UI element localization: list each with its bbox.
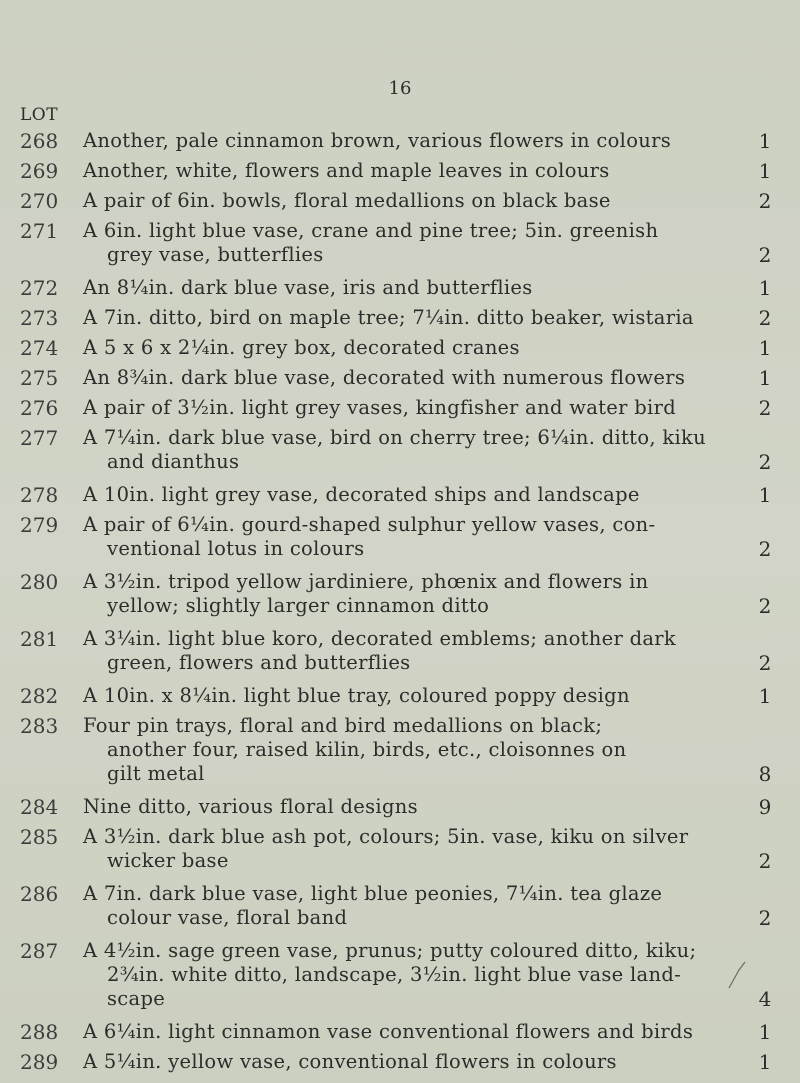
description-line: ventional lotus in colours <box>107 537 365 560</box>
lot-description <box>83 684 715 708</box>
description-line: Another, white, flowers and maple leaves in colours <box>83 159 610 182</box>
lot-quantity: 2 <box>758 243 772 267</box>
lot-quantity: 2 <box>758 651 772 675</box>
lot-description <box>83 159 715 183</box>
description-line: green, flowers and butterflies <box>107 651 411 674</box>
lot-quantity: 9 <box>758 795 772 819</box>
lot-description <box>83 513 715 561</box>
description-line: A 3¼in. light blue koro, decorated emblems; another dark <box>83 627 677 650</box>
description-line: A 7in. ditto, bird on maple tree; 7¼in. ditto beaker, wistaria <box>83 306 694 329</box>
lot-description <box>83 882 715 930</box>
lot-description <box>83 426 715 474</box>
lot-quantity: 2 <box>758 849 772 873</box>
lot-number: 268 <box>20 129 59 153</box>
lot-description <box>83 306 715 330</box>
lot-description <box>83 1050 715 1074</box>
lot-quantity: 8 <box>758 762 772 786</box>
lot-number: 287 <box>20 939 59 963</box>
description-line: A 6in. light blue vase, crane and pine tree; 5in. greenish <box>83 219 659 242</box>
description-line: A 3½in. dark blue ash pot, colours; 5in. vase, kiku on silver <box>83 825 689 848</box>
description-line: A pair of 3½in. light grey vases, kingfisher and water bird <box>83 396 676 419</box>
pencil-tick-mark <box>725 960 755 990</box>
lot-description <box>83 483 715 507</box>
lot-description <box>83 189 715 213</box>
lot-number: 282 <box>20 684 59 708</box>
page-number: 16 <box>388 78 412 99</box>
description-line: another four, raised kilin, birds, etc., cloisonnes on <box>107 738 627 761</box>
lot-quantity: 1 <box>758 684 772 708</box>
lot-quantity: 1 <box>758 336 772 360</box>
lot-quantity: 2 <box>758 450 772 474</box>
lot-description <box>83 276 715 300</box>
lot-number: 270 <box>20 189 59 213</box>
description-line: and dianthus <box>107 450 240 473</box>
lot-number: 285 <box>20 825 59 849</box>
lot-number: 281 <box>20 627 59 651</box>
lot-number: 271 <box>20 219 59 243</box>
lot-number: 275 <box>20 366 59 390</box>
lot-description <box>83 129 715 153</box>
lot-number: 283 <box>20 714 59 738</box>
description-line: scape <box>107 987 166 1010</box>
lot-quantity: 1 <box>758 1050 772 1074</box>
lot-description <box>83 627 715 675</box>
description-line: gilt metal <box>107 762 205 785</box>
description-line: A 5¼in. yellow vase, conventional flowers in colours <box>83 1050 617 1073</box>
lot-description <box>83 1020 715 1044</box>
lot-number: 289 <box>20 1050 59 1074</box>
lot-quantity: 2 <box>758 306 772 330</box>
lot-number: 276 <box>20 396 59 420</box>
lot-quantity: 2 <box>758 594 772 618</box>
lot-description <box>83 939 715 1011</box>
lot-description <box>83 219 715 267</box>
lot-quantity: 1 <box>758 1020 772 1044</box>
lot-description <box>83 336 715 360</box>
lot-number: 277 <box>20 426 59 450</box>
description-line: yellow; slightly larger cinnamon ditto <box>107 594 490 617</box>
lot-number: 284 <box>20 795 59 819</box>
lot-quantity: 1 <box>758 129 772 153</box>
lot-column-header: LOT <box>20 105 59 125</box>
description-line: Nine ditto, various floral designs <box>83 795 418 818</box>
description-line: An 8¾in. dark blue vase, decorated with numerous flowers <box>83 366 686 389</box>
description-line: A 6¼in. light cinnamon vase conventional flowers and birds <box>83 1020 694 1043</box>
description-line: A 5 x 6 x 2¼in. grey box, decorated cranes <box>83 336 520 359</box>
lot-quantity: 2 <box>758 396 772 420</box>
description-line: grey vase, butterflies <box>107 243 324 266</box>
description-line: A 3½in. tripod yellow jardiniere, phœnix and flowers in <box>83 570 649 593</box>
lot-quantity: 2 <box>758 189 772 213</box>
lot-number: 278 <box>20 483 59 507</box>
description-line: wicker base <box>107 849 229 872</box>
lot-quantity: 2 <box>758 537 772 561</box>
lot-description <box>83 366 715 390</box>
description-line: A 10in. light grey vase, decorated ships and landscape <box>83 483 640 506</box>
lot-number: 272 <box>20 276 59 300</box>
description-line: A 7in. dark blue vase, light blue peonies, 7¼in. tea glaze <box>83 882 663 905</box>
lot-description <box>83 825 715 873</box>
lot-quantity: 1 <box>758 483 772 507</box>
lot-quantity: 4 <box>758 987 772 1011</box>
description-line: 2¾in. white ditto, landscape, 3½in. light blue vase land- <box>107 963 682 986</box>
lot-number: 280 <box>20 570 59 594</box>
lot-number: 269 <box>20 159 59 183</box>
lot-number: 273 <box>20 306 59 330</box>
lot-quantity: 1 <box>758 159 772 183</box>
description-line: An 8¼in. dark blue vase, iris and butterflies <box>83 276 533 299</box>
description-line: A 7¼in. dark blue vase, bird on cherry tree; 6¼in. ditto, kiku <box>83 426 706 449</box>
lot-number: 286 <box>20 882 59 906</box>
lot-number: 288 <box>20 1020 59 1044</box>
lot-description <box>83 396 715 420</box>
lot-description <box>83 795 715 819</box>
lot-quantity: 1 <box>758 276 772 300</box>
lot-description <box>83 570 715 618</box>
lot-quantity: 2 <box>758 906 772 930</box>
description-line: Four pin trays, floral and bird medallions on black; <box>83 714 603 737</box>
description-line: colour vase, floral band <box>107 906 348 929</box>
description-line: A pair of 6in. bowls, floral medallions on black base <box>83 189 611 212</box>
lot-number: 279 <box>20 513 59 537</box>
description-line: A 4½in. sage green vase, prunus; putty coloured ditto, kiku; <box>83 939 697 962</box>
lot-number: 274 <box>20 336 59 360</box>
description-line: A pair of 6¼in. gourd-shaped sulphur yellow vases, con- <box>83 513 656 536</box>
description-line: A 10in. x 8¼in. light blue tray, coloured poppy design <box>83 684 630 707</box>
description-line: Another, pale cinnamon brown, various flowers in colours <box>83 129 672 152</box>
lot-description <box>83 714 715 786</box>
lot-quantity: 1 <box>758 366 772 390</box>
